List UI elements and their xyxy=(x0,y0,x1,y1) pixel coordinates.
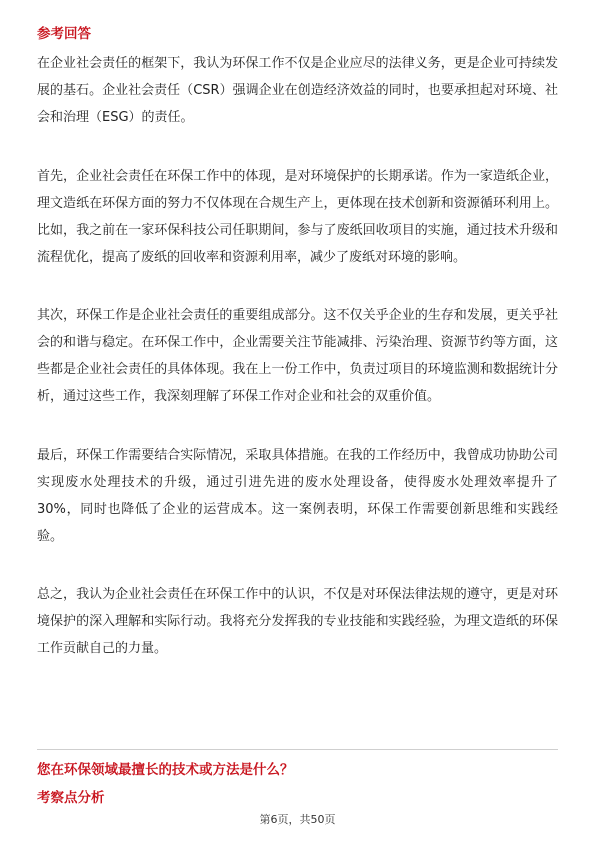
next-question-title: 您在环保领域最擅长的技术或方法是什么？ xyxy=(37,762,294,778)
analysis-section-title: 考察点分析 xyxy=(37,790,105,806)
answer-paragraph-5: 总之，我认为企业社会责任在环保工作中的认识，不仅是对环保法律法规的遵守，更是对环境保护的深入理解和实际行动。我将充分发挥我的专业技能和实践经验，为理文造纸的环保工作贡献自己的力量。 xyxy=(37,587,558,656)
page-number-footer: 第6页，共50页 xyxy=(259,813,336,826)
answer-body xyxy=(37,50,558,694)
answer-paragraph-2: 首先，企业社会责任在环保工作中的体现，是对环境保护的长期承诺。作为一家造纸企业，理文造纸在环保方面的努力不仅体现在合规生产上，更体现在技术创新和资源循环利用上。比如，我之前在一家环保科技公司任职期间，参与了废纸回收项目的实施，通过技术升级和流程优化，提高了废纸的回收率和资源利用率，减少了废纸对环境的影响。 xyxy=(37,168,558,265)
answer-section-title: 参考回答 xyxy=(37,26,91,42)
section-divider xyxy=(37,749,558,750)
answer-paragraph-4: 最后，环保工作需要结合实际情况，采取具体措施。在我的工作经历中，我曾成功协助公司实现废水处理技术的升级，通过引进先进的废水处理设备，使得废水处理效率提升了30%，同时也降低了企业的运营成本。这一案例表明，环保工作需要创新思维和实践经验。 xyxy=(37,447,558,544)
answer-paragraph-3: 其次，环保工作是企业社会责任的重要组成部分。这不仅关乎企业的生存和发展，更关乎社会的和谐与稳定。在环保工作中，企业需要关注节能减排、污染治理、资源节约等方面，这些都是企业社会责任的具体体现。我在上一份工作中，负责过项目的环境监测和数据统计分析，通过这些工作，我深刻理解了环保工作对企业和社会的双重价值。 xyxy=(37,308,558,404)
answer-paragraph-1: 在企业社会责任的框架下，我认为环保工作不仅是企业应尽的法律义务，更是企业可持续发展的基石。企业社会责任（CSR）强调企业在创造经济效益的同时，也要承担起对环境、社会和治理（ESG）的责任。 xyxy=(37,56,558,125)
